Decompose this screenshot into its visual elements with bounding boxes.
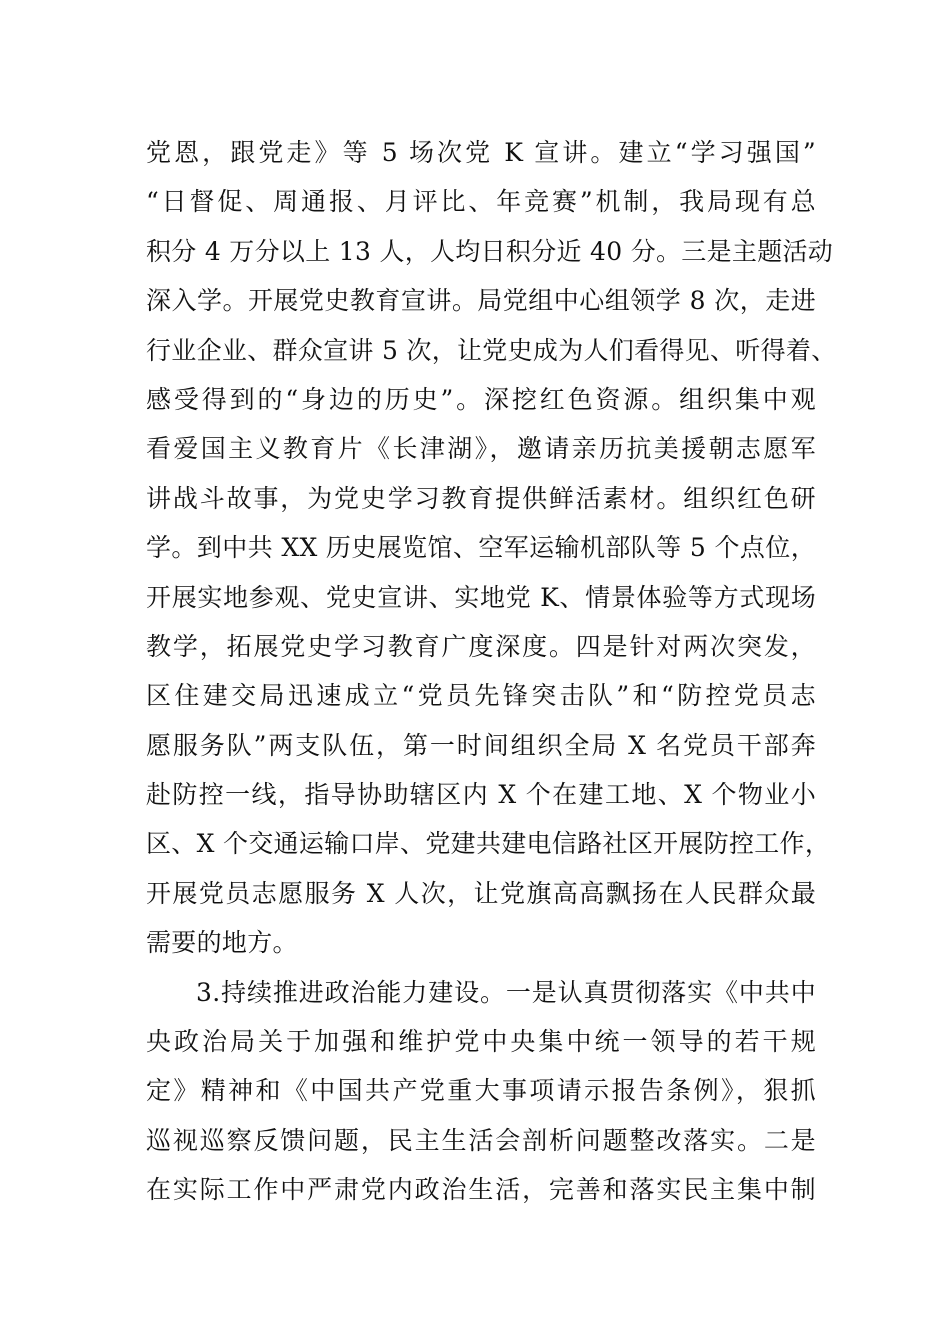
text-line: 讲战斗故事，为党史学习教育提供鲜活素材。组织红色研 [146, 483, 816, 513]
text-line: 积分 4 万分以上 13 人，人均日积分近 40 分。三是主题活动 [146, 236, 834, 266]
text-line: 看爱国主义教育片《长津湖》，邀请亲历抗美援朝志愿军 [146, 434, 816, 464]
text-line: 行业企业、群众宣讲 5 次，让党史成为人们看得见、听得着、 [146, 335, 837, 365]
text-line: 区住建交局迅速成立“党员先锋突击队”和“防控党员志 [146, 681, 816, 711]
text-line: 巡视巡察反馈问题，民主生活会剖析问题整改落实。二是 [146, 1125, 816, 1155]
text-line: 定》精神和《中国共产党重大事项请示报告条例》，狠抓 [146, 1076, 816, 1106]
text-line: 深入学。开展党史教育宣讲。局党组中心组领学 8 次，走进 [146, 286, 816, 316]
text-line: 开展党员志愿服务 X 人次，让党旗高高飘扬在人民群众最 [146, 878, 816, 908]
text-line: 党恩，跟党走》等 5 场次党 K 宣讲。建立“学习强国” [146, 138, 816, 167]
text-line: 在实际工作中严肃党内政治生活，完善和落实民主集中制 [146, 1175, 816, 1205]
text-line: “日督促、周通报、月评比、年竞赛”机制，我局现有总 [146, 187, 816, 217]
text-line: 区、X 个交通运输口岸、党建共建电信路社区开展防控工作， [146, 829, 831, 859]
text-line: 学。到中共 XX 历史展览馆、空军运输机部队等 5 个点位， [146, 533, 816, 563]
text-line: 开展实地参观、党史宣讲、实地党 K、情景体验等方式现场 [146, 582, 816, 612]
body-text [146, 128, 837, 1215]
text-line: 央政治局关于加强和维护党中央集中统一领导的若干规 [146, 1027, 816, 1057]
text-line: 感受得到的“身边的历史”。深挖红色资源。组织集中观 [146, 384, 816, 414]
section-heading-line: 3.持续推进政治能力建设。一是认真贯彻落实《中共中 [196, 977, 816, 1007]
text-line: 愿服务队”两支队伍，第一时间组织全局 X 名党员干部奔 [146, 730, 816, 760]
paragraph-end-line: 需要的地方。 [146, 928, 298, 958]
text-line: 教学，拓展党史学习教育广度深度。四是针对两次突发， [146, 631, 816, 661]
text-line: 赴防控一线，指导协助辖区内 X 个在建工地、X 个物业小 [146, 780, 816, 810]
